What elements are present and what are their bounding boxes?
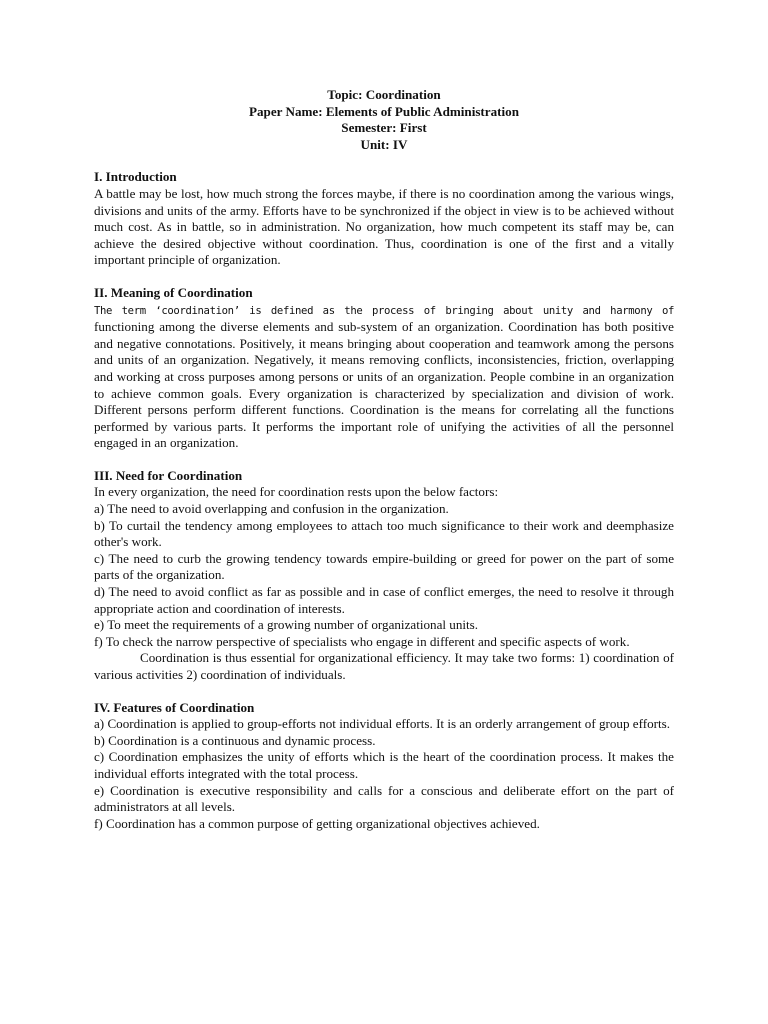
meaning-lead-text: The term ‘coordination’ is defined as the process of bringing about unity and harmony of [94,304,674,317]
need-item-b: b) To curtail the tendency among employees to attach too much significance to their work and deemphasize other's work. [94,517,674,550]
section-introduction [94,169,674,269]
section-meaning [94,285,674,452]
need-item-c: c) The need to curb the growing tendency towards empire-building or greed for power on the part of some parts of the organization. [94,550,674,583]
need-item-f: f) To check the narrow perspective of specialists who engage in different and specific aspects of work. [94,633,630,649]
meaning-body-text: functioning among the diverse elements and sub-system of an organization. Coordination has both positive and negative connotations. Positively, it means bringing about cooperation and teamwork among the persons and units of an organization. Negatively, it means removing conflicts, inconsistencies, friction, overlapping and working at cross purposes among persons or units of an organization. People combine in an organization to achieve common goals. Every organization is characterized by specialization and division of work. Different persons perform different functions. Coordination is the means for correlating all the functions performed by various parts. It performs the important role of unifying the activities of all the personnel engaged in an organization. [94,319,674,451]
need-intro: In every organization, the need for coordination rests upon the below factors: [94,484,499,500]
need-item-d: d) The need to avoid conflict as far as possible and in case of conflict emerges, the need to resolve it through appropriate action and coordination of interests. [94,584,674,616]
section-heading-need: III. Need for Coordination [94,467,243,483]
section-heading-meaning: II. Meaning of Coordination [94,284,253,300]
feature-item-b: b) Coordination is a continuous and dynamic process. [94,732,376,748]
need-item-a: a) The need to avoid overlapping and confusion in the organization. [94,501,449,517]
need-item-e: e) To meet the requirements of a growing number of organizational units. [94,617,479,633]
document-page [94,87,674,848]
topic-line: Topic: Coordination [327,87,441,102]
feature-item-e: e) Coordination is executive responsibility and calls for a conscious and deliberate effort on the part of administrators at all levels. [94,782,674,815]
section-heading-introduction: I. Introduction [94,169,177,185]
meaning-paragraph [94,302,674,452]
feature-item-f: f) Coordination has a common purpose of getting organizational objectives achieved. [94,815,540,831]
section-need [94,468,674,684]
section-features [94,700,674,833]
feature-item-c: c) Coordination emphasizes the unity of efforts which is the heart of the coordination process. It makes the individual efforts integrated with the total process. [94,749,674,781]
document-header [94,87,674,153]
unit-line: Unit: IV [360,136,408,152]
semester-line: Semester: First [341,120,427,136]
section-heading-features: IV. Features of Coordination [94,699,255,715]
introduction-paragraph: A battle may be lost, how much strong the forces maybe, if there is no coordination among the various wings, divisions and units of the army. Efforts have to be synchronized if the object in view is to be achieved without much cost. As in battle, so in administration. No organization, how much competent its staff may be, can achieve the desired objective without coordination. Thus, coordination is one of the first and a vitally important principle of organization. [94,185,674,268]
need-closing-paragraph: Coordination is thus essential for organizational efficiency. It may take two forms: 1) coordination of various activities 2) coordination of individuals. [94,650,674,682]
feature-item-a: a) Coordination is applied to group-efforts not individual efforts. It is an orderly arrangement of group efforts. [94,716,670,732]
paper-name-line: Paper Name: Elements of Public Administration [249,103,519,119]
